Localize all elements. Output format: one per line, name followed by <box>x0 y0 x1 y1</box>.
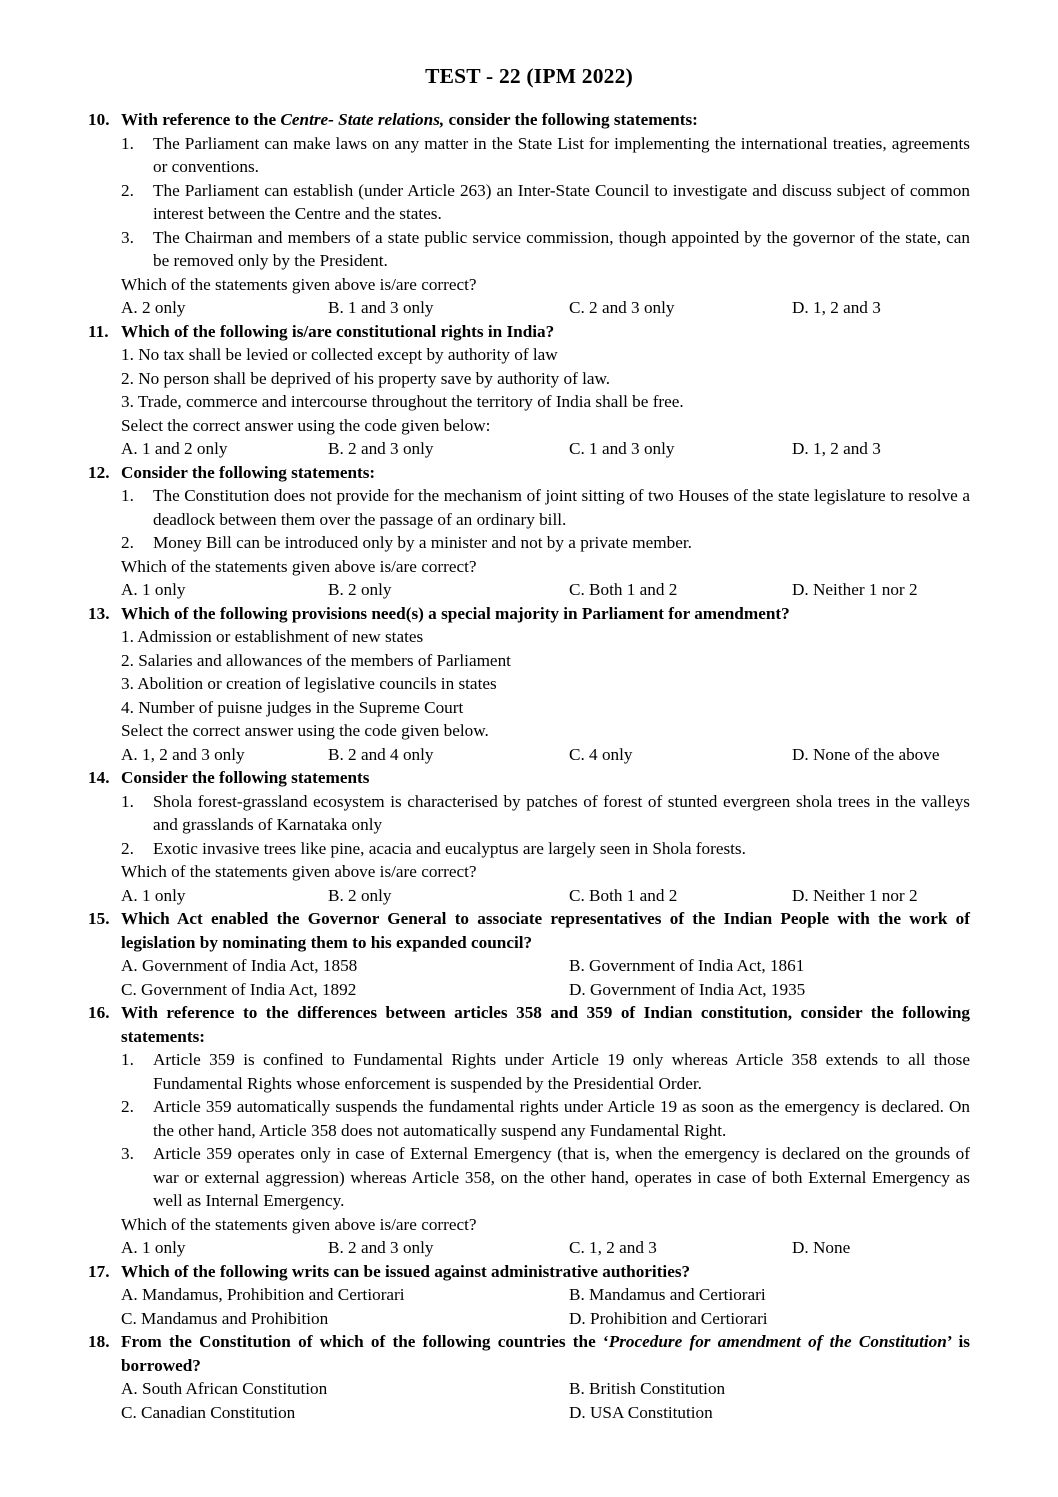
answer-options <box>121 578 970 602</box>
question-stem: Consider the following statements: <box>121 462 376 482</box>
option-b: B. 2 and 4 only <box>328 744 434 764</box>
question-14 <box>88 766 970 790</box>
option-a: A. 1 only <box>121 580 186 599</box>
question-prompt: Which of the statements given above is/are correct? <box>121 556 477 576</box>
option-a: A. 1 and 2 only <box>121 439 228 458</box>
option-c: C. Both 1 and 2 <box>569 580 678 599</box>
question-stem: Which of the following is/are constitutional rights in India? <box>121 321 555 341</box>
question-18 <box>88 1330 970 1377</box>
option-c: C. Government of India Act, 1892 <box>121 979 357 999</box>
answer-options <box>121 743 970 767</box>
option-a: A. Mandamus, Prohibition and Certiorari <box>121 1285 405 1304</box>
question-number: 10. <box>88 110 110 129</box>
statement: 2. Exotic invasive trees like pine, acacia and eucalyptus are largely seen in Shola forests. <box>121 838 746 858</box>
option-b: B. 2 and 3 only <box>328 1238 434 1257</box>
question-15 <box>88 907 970 954</box>
question-17 <box>88 1260 970 1284</box>
option-c: C. 1 and 3 only <box>569 439 675 458</box>
option-b: B. British Constitution <box>569 1379 726 1398</box>
list-item: 3. Abolition or creation of legislative councils in states <box>121 674 497 693</box>
question-number: 11. <box>88 321 109 341</box>
question-prompt: Select the correct answer using the code given below: <box>121 415 491 435</box>
question-stem: With reference to the Centre- State relations, consider the following statements: <box>121 110 698 129</box>
option-a: A. 1 only <box>121 885 186 905</box>
statement: 2. The Parliament can establish (under Article 263) an Inter-State Council to investigate and discuss subject of common interest between the Centre and the states. <box>121 180 970 223</box>
option-b: B. 2 and 3 only <box>328 439 434 458</box>
question-prompt: Which of the statements given above is/are correct? <box>121 862 477 881</box>
list-item: 1. No tax shall be levied or collected except by authority of law <box>121 345 558 364</box>
option-b: B. 1 and 3 only <box>328 298 434 317</box>
option-d: D. None of the above <box>792 744 940 764</box>
statement: 1. The Constitution does not provide for the mechanism of joint sitting of two Houses of the state legislature to resolve a deadlock between them over the passage of an ordinary bill. <box>121 486 970 529</box>
question-number: 13. <box>88 603 110 623</box>
option-d: D. Neither 1 nor 2 <box>792 885 918 905</box>
question-stem: Which Act enabled the Governor General to associate representatives of the Indian People with the work of legislation by nominating them to his expanded council? <box>121 909 970 952</box>
statement: 3. The Chairman and members of a state public service commission, though appointed by the governor of the state, can be removed only by the President. <box>121 227 970 270</box>
question-stem: From the Constitution of which of the following countries the ‘Procedure for amendment of the Constitution’ is borrowed? <box>121 1332 970 1375</box>
option-a: A. 2 only <box>121 298 186 317</box>
answer-options <box>121 954 970 1001</box>
question-stem: Which of the following writs can be issued against administrative authorities? <box>121 1261 691 1281</box>
question-10 <box>88 108 970 132</box>
question-11 <box>88 320 970 344</box>
option-d: D. Prohibition and Certiorari <box>569 1308 768 1328</box>
question-prompt: Select the correct answer using the code given below. <box>121 721 489 740</box>
question-stem: Which of the following provisions need(s) a special majority in Parliament for amendment? <box>121 603 790 623</box>
statement: 1. Article 359 is confined to Fundamental Rights under Article 19 only whereas Article 358 extends to all those Fundamental Rights whose enforcement is suspended by the Presidential Order. <box>121 1050 970 1093</box>
list-item: 2. No person shall be deprived of his property save by authority of law. <box>121 368 611 388</box>
question-prompt: Which of the statements given above is/are correct? <box>121 1214 477 1234</box>
question-number: 18. <box>88 1332 110 1351</box>
statement: 2. Article 359 automatically suspends the fundamental rights under Article 19 as soon as the emergency is declared. On the other hand, Article 358 does not automatically suspend any Fundamental Right. <box>121 1097 970 1140</box>
option-d: D. 1, 2 and 3 <box>792 439 881 458</box>
option-c: C. 4 only <box>569 744 633 764</box>
question-number: 14. <box>88 768 110 787</box>
question-stem: Consider the following statements <box>121 768 370 787</box>
question-13 <box>88 602 970 626</box>
option-d: D. Government of India Act, 1935 <box>569 979 806 999</box>
list-item: 4. Number of puisne judges in the Supreme Court <box>121 697 464 717</box>
option-c: C. Canadian Constitution <box>121 1402 296 1422</box>
option-a: A. Government of India Act, 1858 <box>121 956 358 975</box>
list-item: 3. Trade, commerce and intercourse throughout the territory of India shall be free. <box>121 392 684 411</box>
option-d: D. 1, 2 and 3 <box>792 298 881 317</box>
option-c: C. 2 and 3 only <box>569 298 675 317</box>
option-c: C. 1, 2 and 3 <box>569 1238 657 1257</box>
answer-options <box>121 296 970 320</box>
option-b: B. Mandamus and Certiorari <box>569 1285 766 1304</box>
answer-options <box>121 1283 970 1330</box>
question-number: 17. <box>88 1261 110 1281</box>
list-item: 1. Admission or establishment of new states <box>121 627 424 646</box>
question-number: 12. <box>88 462 110 482</box>
option-b: B. 2 only <box>328 580 392 599</box>
option-a: A. 1 only <box>121 1238 186 1257</box>
question-list <box>88 108 970 1424</box>
statement: 1. The Parliament can make laws on any matter in the State List for implementing the international treaties, agreements or conventions. <box>121 133 970 176</box>
answer-options <box>121 1236 970 1260</box>
option-c: C. Mandamus and Prohibition <box>121 1308 329 1328</box>
option-b: B. 2 only <box>328 885 392 905</box>
question-number: 16. <box>88 1003 110 1022</box>
option-a: A. South African Constitution <box>121 1379 328 1398</box>
answer-options <box>121 884 970 908</box>
option-d: D. Neither 1 nor 2 <box>792 580 918 599</box>
question-stem: With reference to the differences between articles 358 and 359 of Indian constitution, consider the following statements: <box>121 1003 970 1046</box>
answer-options <box>121 1377 970 1424</box>
statement: 1. Shola forest-grassland ecosystem is characterised by patches of forest of stunted evergreen shola trees in the valleys and grasslands of Karnataka only <box>121 791 970 834</box>
question-16 <box>88 1001 970 1048</box>
answer-options <box>121 437 970 461</box>
option-d: D. USA Constitution <box>569 1402 713 1422</box>
option-a: A. 1, 2 and 3 only <box>121 744 245 764</box>
statement: 2. Money Bill can be introduced only by a minister and not by a private member. <box>121 533 692 552</box>
question-12 <box>88 461 970 485</box>
option-c: C. Both 1 and 2 <box>569 885 678 905</box>
question-number: 15. <box>88 909 110 928</box>
option-b: B. Government of India Act, 1861 <box>569 956 805 975</box>
page-title: TEST - 22 (IPM 2022) <box>425 64 633 88</box>
statement: 3. Article 359 operates only in case of External Emergency (that is, when the emergency is declared on the grounds of war or external aggression) whereas Article 358, on the other hand, operates in case of both External Emergency as well as Internal Emergency. <box>121 1144 970 1210</box>
option-d: D. None <box>792 1238 851 1257</box>
question-prompt: Which of the statements given above is/are correct? <box>121 274 477 294</box>
list-item: 2. Salaries and allowances of the members of Parliament <box>121 650 511 670</box>
